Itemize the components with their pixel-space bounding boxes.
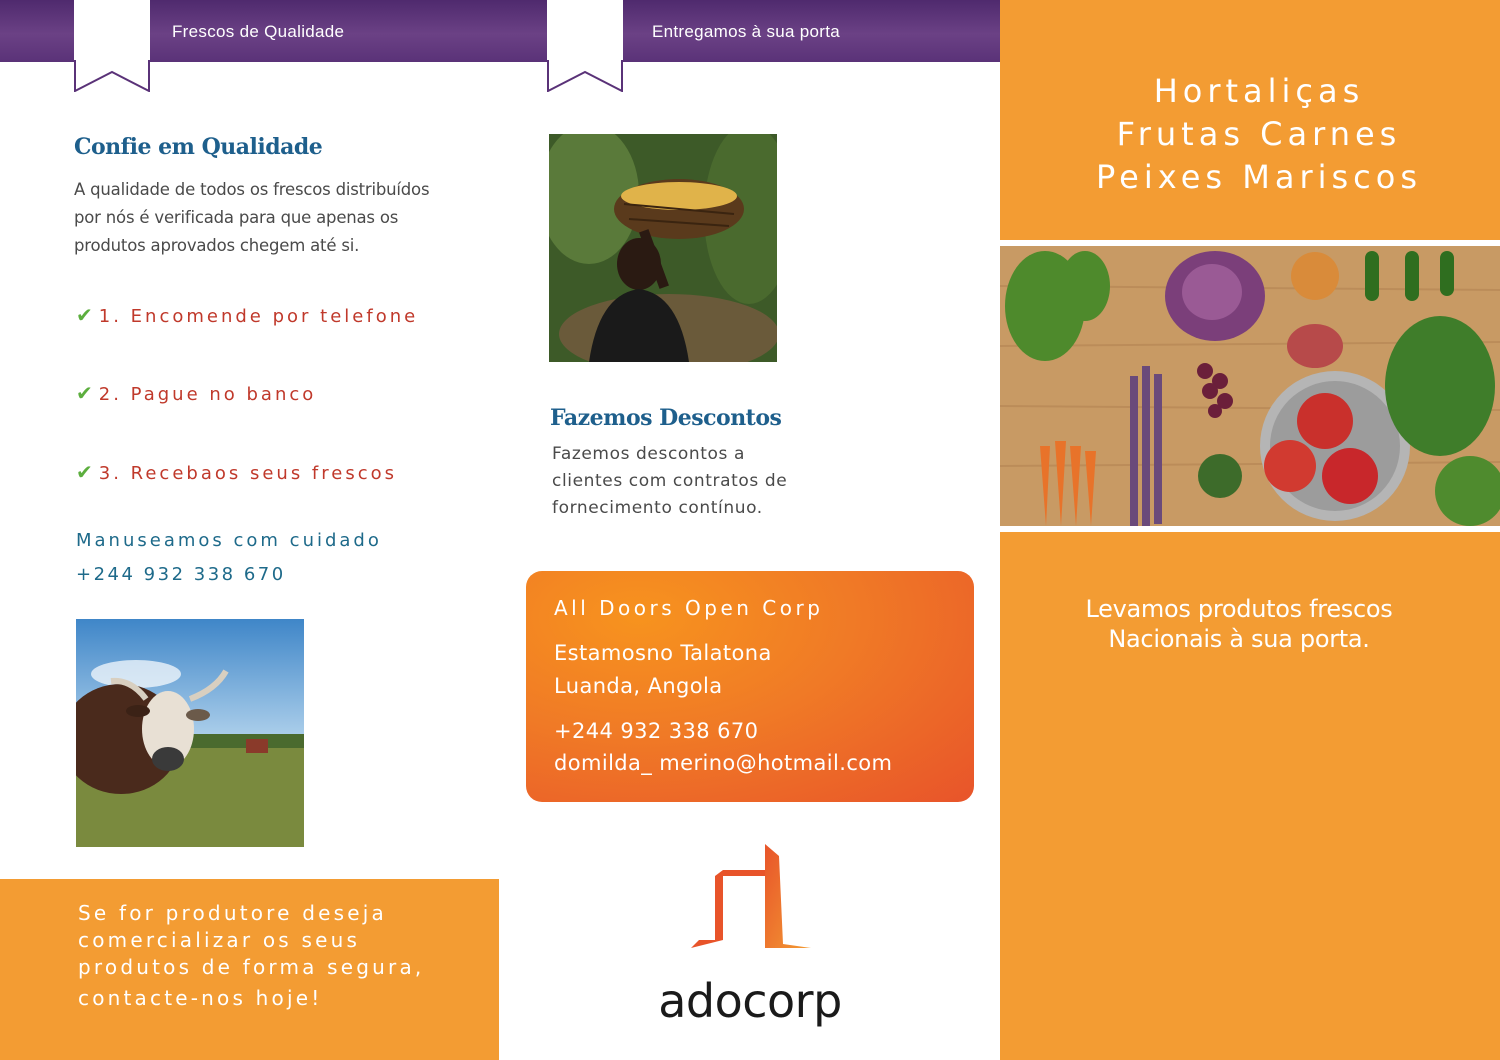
- step-label: 1. Encomende por telefone: [98, 306, 419, 327]
- step-item: [76, 303, 418, 327]
- discounts-line: Fazemos descontos a: [552, 444, 746, 464]
- step-item: [76, 381, 316, 405]
- step-item: [76, 460, 397, 484]
- discounts-line: fornecimento contínuo.: [552, 498, 763, 518]
- contact-company: All Doors Open Corp: [554, 596, 824, 620]
- header-left-text: Frescos de Qualidade: [172, 22, 345, 41]
- contact-address-line: Luanda, Angola: [554, 674, 723, 698]
- care-label: Manuseamos com cuidado: [76, 530, 382, 551]
- header-band: [0, 0, 1000, 62]
- producer-text: [78, 900, 478, 1012]
- logo-wordmark: adocorp: [658, 974, 842, 1028]
- check-icon: ✔: [76, 303, 93, 327]
- category-list: [1000, 70, 1500, 199]
- producer-line: produtos de forma segura,: [78, 955, 425, 979]
- tagline: [1000, 594, 1478, 654]
- check-icon: ✔: [76, 381, 93, 405]
- category-item: Peixes Mariscos: [1096, 158, 1422, 196]
- producer-line: comercializar os seus: [78, 928, 361, 952]
- ribbon-outline: [74, 0, 150, 92]
- check-icon: ✔: [76, 460, 93, 484]
- farmer-photo: [549, 134, 777, 362]
- header-middle-text: Entregamos à sua porta: [652, 22, 841, 41]
- ribbon-outline: [547, 0, 623, 92]
- tagline-line: Nacionais à sua porta.: [1108, 625, 1370, 653]
- vegetables-photo: [1000, 246, 1500, 526]
- producer-line: Se for produtore deseja: [78, 901, 387, 925]
- cow-photo: [76, 619, 304, 847]
- category-item: Frutas Carnes: [1116, 115, 1402, 153]
- contact-phone: +244 932 338 670: [554, 719, 759, 743]
- contact-email[interactable]: domilda_ merino@hotmail.com: [554, 751, 893, 775]
- contact-address-line: Estamosno Talatona: [554, 641, 772, 665]
- producer-line: contacte-nos hoje!: [78, 986, 323, 1010]
- tagline-line: Levamos produtos frescos: [1085, 595, 1393, 623]
- quality-heading: Confie em Qualidade: [74, 134, 323, 160]
- care-phone: +244 932 338 670: [76, 564, 286, 585]
- step-label: 2. Pague no banco: [98, 384, 317, 405]
- discounts-heading: Fazemos Descontos: [550, 405, 782, 431]
- category-item: Hortaliças: [1153, 72, 1365, 110]
- discounts-line: clientes com contratos de: [552, 471, 788, 491]
- discounts-body: [552, 441, 822, 522]
- step-label: 3. Recebaos seus frescos: [98, 463, 398, 484]
- divider: [1000, 526, 1500, 532]
- quality-body: A qualidade de todos os frescos distribuídos por nós é verificada para que apenas os produtos aprovados chegem até si.: [74, 180, 430, 255]
